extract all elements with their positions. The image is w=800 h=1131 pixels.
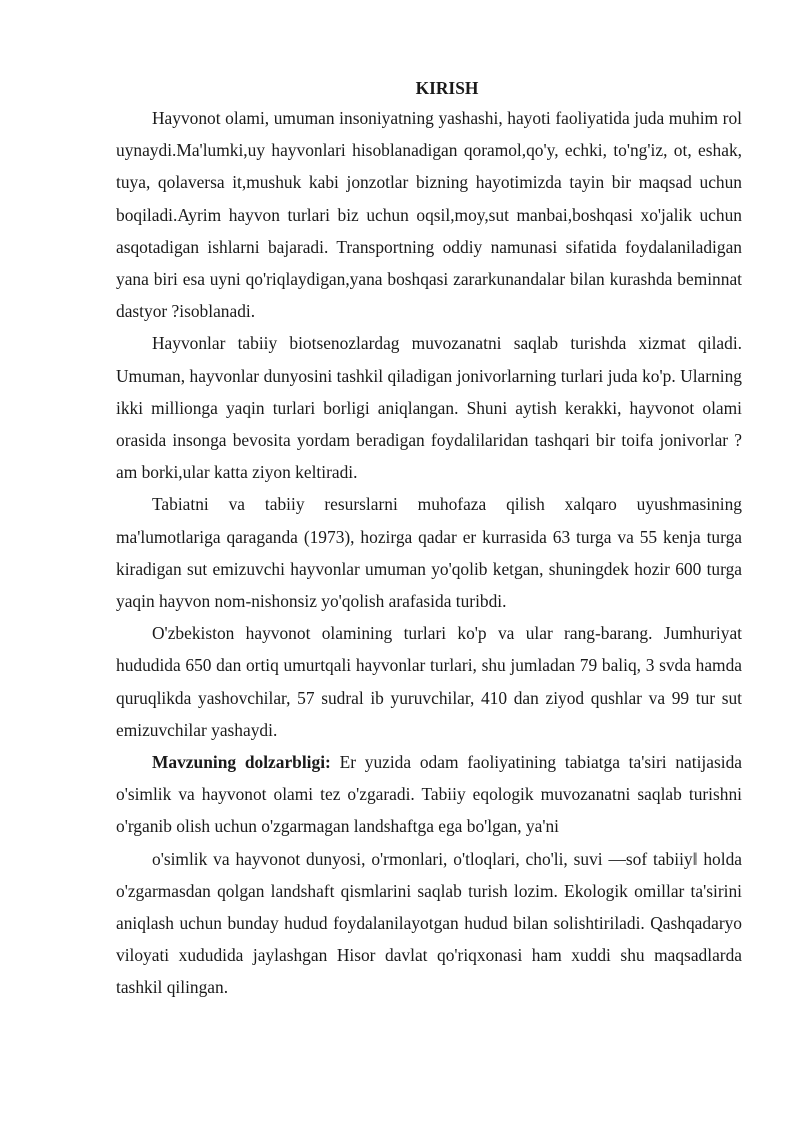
final-paragraph: o'simlik va hayvonot dunyosi, o'rmonlari, o'tloqlari, cho'li, suvi —sof tabiiy‖ holda o'zgarmasdan qolgan landshaft qismlarini saqlab turish lozim. Ekologik omillar ta'sirini aniqlash uchun bunday hudud foydalanilayotgan hudud bilan solishtiriladi. Qashqadaryo viloyati xududida jaylashgan Hisor davlat qo'riqxonasi ham xuddi shu maqsadlarda tashkil qilingan.	[116, 848, 742, 998]
paragraph-1: Hayvonot olami, umuman insoniyatning yashashi, hayoti faoliyatida juda muhim rol uynaydi.Ma'lumki,uy hayvonlari hisoblanadigan qoramol,qo'y, echki, to'ng'iz, ot, eshak, tuya, qolaversa it,mushuk kabi jonzotlar bizning hayotimizda tayin bir maqsad uchun boqiladi.Ayrim hayvon turlari biz uchun oqsil,moy,sut manbai,boshqasi xo'jalik uchun asqotadigan ishlarni bajaradi. Transportning oddiy namunasi sifatida foydalaniladigan yana biri esa uyni qo'riqlaydigan,yana boshqasi zararkunandalar bilan kurashda beminnat dastyor ?isoblanadi.	[116, 108, 742, 322]
paragraph-2: Hayvonlar tabiiy biotsenozlardag muvozanatni saqlab turishda xizmat qiladi. Umuman, hayvonlar dunyosini tashkil qiladigan jonivorlarning turlari juda ko'p. Ularning ikki millionga yaqin turlari borligi aniqlangan. Shuni aytish kerakki, hayvonot olami orasida insonga bevosita yordam beradigan foydalilaridan tashqari bir toifa jonivorlar ?am borki,ular katta ziyon keltiradi.	[116, 333, 742, 483]
relevance-paragraph	[116, 746, 742, 843]
paragraph-4: O'zbekiston hayvonot olamining turlari ko'p va ular rang-barang. Jumhuriyat hududida 650 dan ortiq umurtqali hayvonlar turlari, shu jumladan 79 baliq, 3 svda hamda quruqlikda yashovchilar, 57 sudral ib yuruvchilar, 410 dan ziyod qushlar va 99 tur sut emizuvchilar yashaydi.	[116, 623, 742, 740]
relevance-heading: Mavzuning dolzarbligi:	[152, 752, 331, 773]
document-title: KIRISH	[415, 78, 479, 98]
paragraph-3: Tabiatni va tabiiy resurslarni muhofaza qilish xalqaro uyushmasining ma'lumotlariga qaraganda (1973), hozirga qadar er kurrasida 63 turga va 55 kenja turga kiradigan sut emizuvchi hayvonlar umuman yo'qolib ketgan, shuningdek hozir 600 turga yaqin hayvon nom-nishonsiz yo'qolish arafasida turibdi.	[116, 494, 742, 612]
relevance-text: Er yuzida odam faoliyatining tabiatga ta'siri natijasida o'simlik va hayvonot olami tez o'zgaradi. Tabiiy eqologik muvozanatni saqlab turishni o'rganib olish uchun o'zgarmagan landshaftga ega bo'lgan, ya'ni	[116, 752, 742, 837]
document-page	[116, 74, 742, 1004]
